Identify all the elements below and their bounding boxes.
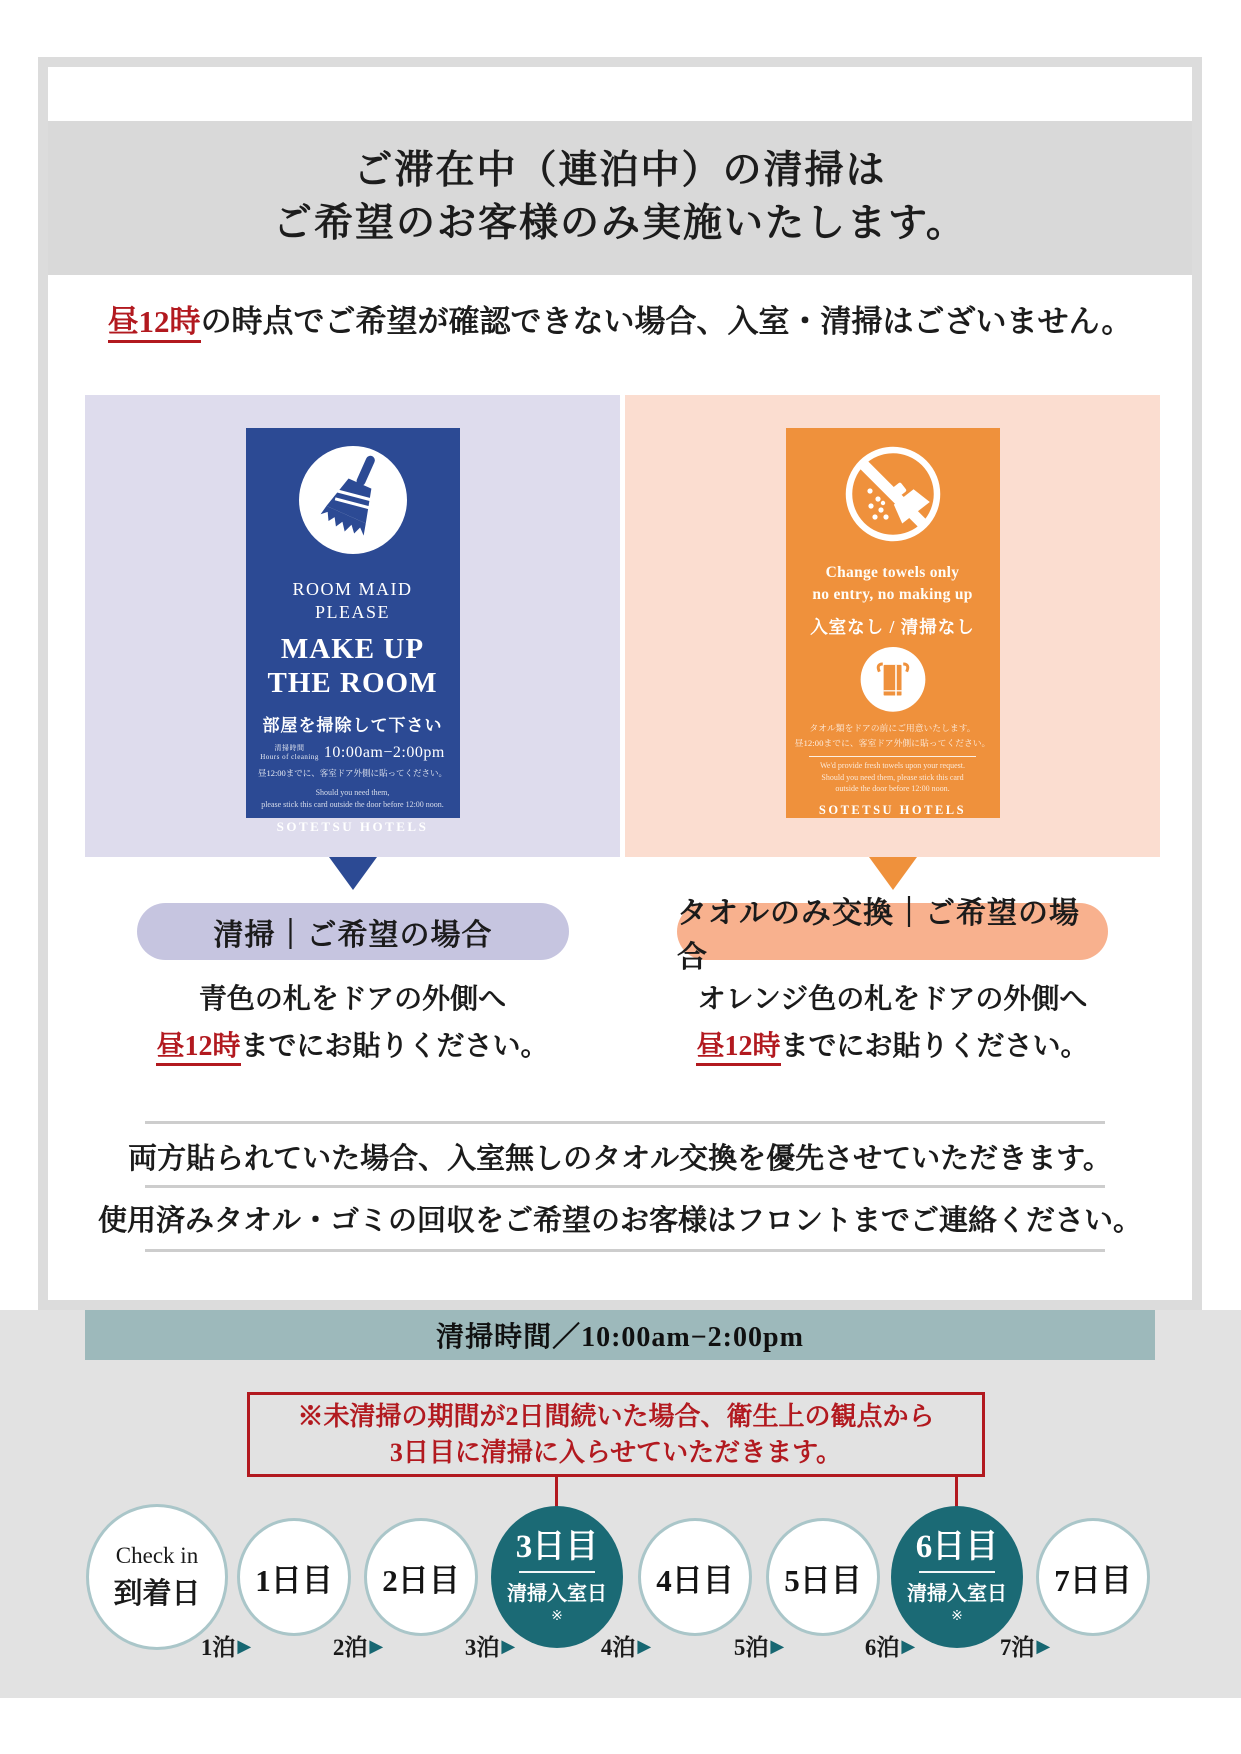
towels-note-en-line3: outside the door before 12:00 noon. — [835, 783, 950, 793]
down-arrow-orange-icon — [869, 857, 917, 890]
towels-en-line2: no entry, no making up — [812, 586, 973, 604]
circle-divider — [519, 1571, 595, 1573]
cleaning-instruction — [85, 976, 620, 1070]
broom-icon — [299, 446, 407, 554]
cleaning-entry-label: 清掃入室日 — [507, 1583, 607, 1606]
triangle-right-icon: ▶ — [369, 1635, 384, 1656]
stay-text: 4泊 — [600, 1635, 636, 1660]
hours-label-en: Hours of cleaning — [260, 753, 319, 762]
cleaning-request-pill: 清掃｜ご希望の場合 — [137, 903, 569, 960]
room-maid-line2: PLEASE — [314, 602, 390, 623]
triangle-right-icon: ▶ — [501, 1635, 516, 1656]
stay-label-2 — [333, 1629, 383, 1662]
down-arrow-blue-icon — [329, 857, 377, 890]
no-cleaning-icon — [841, 442, 945, 546]
stay-label-3 — [465, 1629, 515, 1662]
priority-note: 両方貼られていた場合、入室無しのタオル交換を優先させていただきます。 — [128, 1143, 1112, 1175]
page-title-line2: ご希望のお客様のみ実施いたします。 — [273, 202, 967, 245]
stay-label-4 — [601, 1629, 651, 1662]
towel-instruction — [625, 976, 1160, 1070]
day-label: 7日目 — [1054, 1562, 1132, 1598]
note-en-line2: please stick this card outside the door before 12:00 noon. — [261, 799, 444, 809]
cleaning-hours-bar: 清掃時間／10:00am−2:00pm — [85, 1310, 1155, 1360]
towels-note-en-line2: Should you need them, please stick this card — [821, 772, 964, 782]
towels-only-door-card — [786, 428, 1000, 818]
subtitle — [48, 296, 1192, 341]
towel-option-panel — [625, 395, 1160, 857]
subtitle-rest: の時点でご希望が確認できない場合、入室・清掃はございません。 — [200, 304, 1133, 339]
circle-divider — [919, 1571, 995, 1573]
day-label: 5日目 — [784, 1562, 862, 1598]
make-up-line2: THE ROOM — [267, 667, 438, 699]
day-label: 1日目 — [255, 1562, 333, 1598]
warning-line1: ※未清掃の期間が2日間続いた場合、衛生上の観点から — [297, 1401, 935, 1431]
towels-note-jp-line1: タオル類をドアの前にご用意いたします。 — [809, 722, 976, 733]
triangle-right-icon: ▶ — [770, 1635, 785, 1656]
stay-label-7 — [1000, 1629, 1050, 1662]
divider — [145, 1121, 1105, 1124]
triangle-right-icon: ▶ — [237, 1635, 252, 1656]
reference-mark: ※ — [551, 1609, 563, 1625]
reference-mark: ※ — [951, 1609, 963, 1625]
towel-icon — [855, 647, 931, 712]
triangle-right-icon: ▶ — [637, 1635, 652, 1656]
towels-en-heading — [812, 562, 972, 607]
deadline-jp: 昼12:00までに、客室ドア外側に貼ってください。 — [257, 768, 448, 779]
towels-note-en — [820, 760, 965, 794]
warning-box — [247, 1392, 985, 1477]
stay-text: 5泊 — [733, 1635, 769, 1660]
day-label: 2日目 — [382, 1562, 460, 1598]
timeline-day1-circle — [237, 1518, 351, 1636]
timeline-day5-circle — [766, 1518, 880, 1636]
divider — [145, 1185, 1105, 1188]
make-up-line1: MAKE UP — [280, 632, 425, 665]
timeline-day4-circle — [638, 1518, 752, 1636]
timeline-day7-circle — [1036, 1518, 1150, 1636]
hours-label-jp: 清掃時間 — [274, 744, 305, 753]
make-up-room-door-card — [246, 428, 460, 834]
divider — [145, 1249, 1105, 1252]
deadline-highlight: 昼12時 — [696, 1031, 780, 1066]
stay-label-5 — [734, 1629, 784, 1662]
note-en-line1: Should you need them, — [315, 788, 390, 798]
towels-note-jp-line2: 昼12:00までに、客室ドア外側に貼ってください。 — [794, 737, 991, 748]
deadline-highlight: 昼12時 — [156, 1031, 240, 1066]
subtitle-highlight: 昼12時 — [108, 304, 201, 343]
stay-text: 1泊 — [200, 1635, 236, 1660]
room-maid-heading — [292, 578, 412, 625]
make-up-title — [268, 632, 438, 700]
towel-request-pill: タオルのみ交換｜ご希望の場合 — [677, 903, 1108, 960]
brand-logo-text: SOTETSU HOTELS — [276, 818, 429, 834]
cleaning-instruction-line2 — [85, 1023, 620, 1070]
cleaning-instruction-line1: 青色の札をドアの外側へ — [198, 984, 507, 1015]
towels-en-line1: Change towels only — [825, 564, 960, 581]
day-label: 6日目 — [915, 1528, 999, 1565]
towels-jp-heading: 入室なし / 清掃なし — [810, 616, 975, 637]
cleaning-option-panel — [85, 395, 620, 857]
stay-text: 3泊 — [464, 1635, 500, 1660]
cleaning-hours-row — [260, 744, 445, 762]
checkin-en: Check in — [115, 1542, 199, 1568]
timeline-day3-cleaning-circle — [491, 1506, 623, 1648]
warning-line2: 3日目に清掃に入らせていただきます。 — [389, 1437, 843, 1467]
stay-text: 6泊 — [864, 1635, 900, 1660]
day-label: 4日目 — [656, 1562, 734, 1598]
title-band — [48, 121, 1192, 275]
stay-label-6 — [865, 1629, 915, 1662]
day-label: 3日目 — [515, 1528, 599, 1565]
deadline-rest: までにお貼りください。 — [240, 1031, 549, 1062]
checkin-jp: 到着日 — [113, 1577, 201, 1610]
towels-note-jp — [795, 721, 991, 751]
brand-logo-text: SOTETSU HOTELS — [818, 803, 967, 817]
jp-request: 部屋を掃除して下さい — [262, 716, 443, 736]
towels-note-en-line1: We'd provide fresh towels upon your request. — [820, 761, 965, 771]
cleaning-entry-label: 清掃入室日 — [907, 1583, 1007, 1606]
hours-value: 10:00am−2:00pm — [323, 744, 445, 762]
deadline-rest: までにお貼りください。 — [780, 1031, 1089, 1062]
triangle-right-icon: ▶ — [901, 1635, 916, 1656]
stay-text: 7泊 — [999, 1635, 1035, 1660]
towel-instruction-line2 — [625, 1023, 1160, 1070]
timeline-day6-cleaning-circle — [891, 1506, 1023, 1648]
hours-labels — [260, 744, 319, 762]
front-desk-note: 使用済みタオル・ゴミの回収をご希望のお客様はフロントまでご連絡ください。 — [97, 1205, 1142, 1237]
towel-instruction-line1: オレンジ色の札をドアの外側へ — [697, 984, 1088, 1015]
triangle-right-icon: ▶ — [1036, 1635, 1051, 1656]
page-title-line1: ご滞在中（連泊中）の清掃は — [353, 149, 887, 193]
stay-label-1 — [201, 1629, 251, 1662]
card-divider — [809, 756, 976, 757]
stay-text: 2泊 — [332, 1635, 368, 1660]
note-en — [261, 787, 444, 809]
timeline-day2-circle — [364, 1518, 478, 1636]
room-maid-line1: ROOM MAID — [292, 579, 413, 599]
